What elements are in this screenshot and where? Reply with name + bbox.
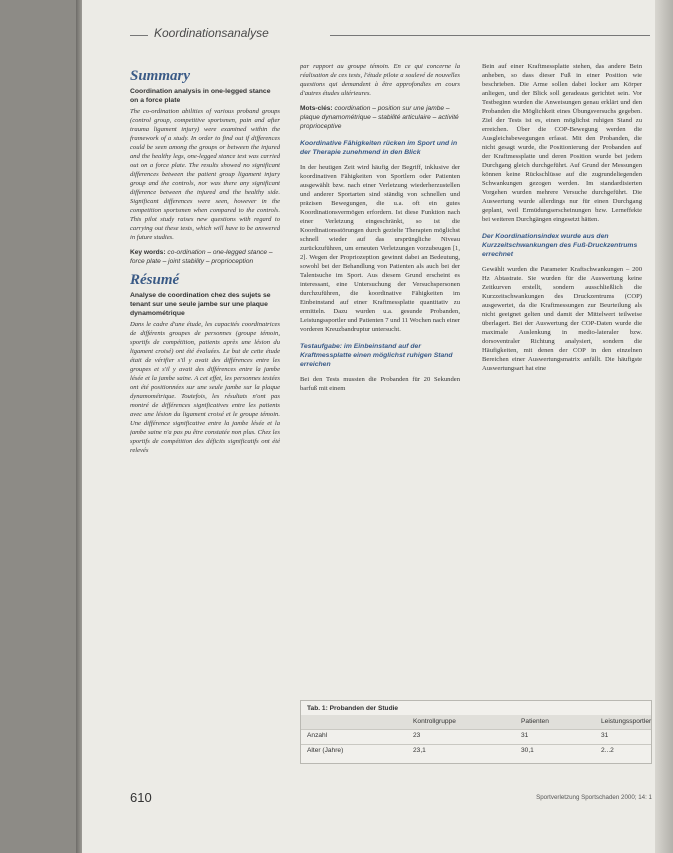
- subheading-2: Testaufgabe: im Einbeinstand auf der Kraftmessplatte einen möglichst ruhigen Stand erreichen: [300, 343, 453, 368]
- running-head-rule: [330, 35, 650, 36]
- table-cell: 23: [413, 732, 421, 739]
- table-header-cell: Leistungssportler: [601, 718, 652, 725]
- column-middle: [300, 62, 460, 399]
- summary-title: Coordination analysis in one-legged stance on a force plate: [130, 88, 271, 104]
- table-cell: 2...2: [601, 747, 614, 754]
- column-left: [130, 62, 280, 461]
- paragraph-4: Gewählt wurden die Parameter Kraftschwankungen – 200 Hz Abtastrate. Sie wurden für die Auswertung keine Zeitkurven erstellt, sondern ausschließlich die Kurzzeitschwankungen des Druckzentrums (COP) ausgewertet, da die Kraftmessungen zur Beurteilung als nicht geeignet gelten und damit der Mittelwert teilweise überlagert. Bei der Auswertung der COP-Daten wurde die maximale Auslenkung in medio-lateraler bzw. dorsoventraler Richtung analysiert, sondern die Häufigkeiten, mit denen der COP in den einzelnen Bereichen einer Auswertungsmatrix anfällt. Die häufigste Auswertungsart hat eine: [482, 266, 642, 372]
- keywords-label: Key words:: [130, 249, 166, 256]
- column-right: [482, 62, 642, 379]
- table-cell: 23,1: [413, 747, 426, 754]
- subheading-1: Koordinative Fähigkeiten rücken im Sport und in der Therapie zunehmend in den Blick: [300, 140, 458, 156]
- table-header-cell: Patienten: [521, 718, 549, 725]
- mots-cles-label: Mots-clés:: [300, 105, 333, 112]
- subheading-3: Der Koordinationsindex wurde aus den Kurzzeitschwankungen des Fuß-Druckzentrums errechnet: [482, 233, 638, 258]
- table-cell: 31: [601, 732, 609, 739]
- summary-body: The co-ordination abilities of various proband groups (control group, competitive sportsmen, pain and after trauma ligament injury) were examined within the framework of a study. In order to find out if differences could be seen among the groups or between the injured and the healthy legs, one-legged stance test was carried out on a force plate. The results showed no significant differences between the patient group ligament injury group and the controls, nor was there any significant difference between the injured and the healthy side. Significant differences were seen, however in the competition sportsmen when compared to the controls. This pilot study raises new questions with regard to carrying out these tests, which will have to be answered in future studies.: [130, 108, 280, 241]
- keywords-text: co-ordination – one-legged stance – force plate – joint stability – proprioception: [130, 249, 273, 265]
- table-cell: Alter (Jahre): [307, 747, 344, 754]
- running-head-title: Koordinationsanalyse: [154, 26, 269, 40]
- resume-heading: Résumé: [130, 272, 180, 288]
- journal-page: [82, 0, 673, 853]
- table-rule: [301, 729, 651, 730]
- paragraph-3: Bein auf einer Kraftmessplatte stehen, das andere Bein anheben, so dass dieser Fuß in einer Position wie beschrieben. Die Arme sollen dabei locker am Körper anliegen, und der Blick soll geradeaus gerichtet sein. Vor Testbeginn wurden die Anweisungen genau erklärt und den Probanden die Möglichkeit eines Übungsversuchs gegeben. Ziel der Tests ist es, einen möglichst ruhigen Stand zu erreichen. Über die COP-Bewegung werden die Ausgleichsbewegungen erfasst. Mit den Probanden, die nicht gesagt wurde, die Positionierung der Probanden auf der Kraftmessplatte und deren Position wurde bei jedem Durchgang gleich durchgeführt. Auf Grund der Messungen können keine Rückschlüsse auf die zugrundeliegenden Schwankungen gezogen werden. Im standardisierten Vorgehen wurden mehrere Versuche durchgeführt. Die Auswertung wurde allerdings nur für einen Durchgang geplant, weil Ermüdungserscheinungen bzw. Lerneffekte bei weiteren Durchgängen eingesetzt hätten.: [482, 63, 642, 223]
- resume-title: Analyse de coordination chez des sujets se tenant sur une seule jambe sur une plaque dynamométrique: [130, 292, 271, 317]
- resume-continued: par rapport au groupe témoin. En ce qui concerne la réalisation de ces tests, l'étude pilote a soulevé de nouvelles questions qui demandent à être approfondies en cours d'autres études ultérieures.: [300, 63, 460, 97]
- paragraph-2: Bei den Tests mussten die Probanden für 20 Sekunden barfuß mit einem: [300, 376, 460, 392]
- table-probanden: [300, 700, 652, 764]
- footer-citation: Sportverletzung Sportschaden 2000; 14: 1: [536, 794, 652, 801]
- paragraph-1: In der heutigen Zeit wird häufig der Begriff, inklusive der koordinativen Fähigkeiten von Sportlern oder Patienten ausgewählt bzw. nach einer Verletzung wiederherzustellen und anderer Sportarten sind ständig von schnellen und präzisen Bewegungen, die u.a. oft ein gutes Koordinationsvermögen erfordern. Ist diese Funktion nach einer Verletzung eingeschränkt, so ist die Koordinationsstörungen durch gezielte Therapien möglichst schnell wieder auf das ursprüngliche Niveau zurückzuführen, um erneuten Verletzungen vorzubeugen [1, 2]. Wegen der Propriozeption gewinnt dabei an Bedeutung, sowohl bei der Behandlung von Patienten als auch bei der Talentsuche im Sport. Aus diesem Grund erscheint es interessant, eine Untersuchung der Versuchspersonen durchzuführen, die koordinative Fähigkeiten im Einbeinstand auf einer Kraftmessplatte quantitativ zu ermitteln. Dazu wurden u.a. gesunde Probanden, Leistungssportler und Patienten 7 und 11 Wochen nach einer vorderen Kreuzbandruptur untersucht.: [300, 164, 460, 333]
- running-head-rule: [130, 35, 148, 36]
- table-header-row: [301, 715, 651, 729]
- running-head: [130, 26, 650, 42]
- page-edge: [655, 0, 673, 853]
- summary-heading: Summary: [130, 68, 191, 84]
- mots-cles-text: coordination – position sur une jambe – plaque dynamométrique – stabilité articulaire – activité proprioceptive: [300, 105, 459, 130]
- table-cell: 30,1: [521, 747, 534, 754]
- table-cell: Anzahl: [307, 732, 328, 739]
- table-rule: [301, 744, 651, 745]
- page-number: 610: [130, 790, 152, 805]
- table-header-cell: Kontrollgruppe: [413, 718, 456, 725]
- table-caption: Tab. 1: Probanden der Studie: [307, 705, 399, 712]
- resume-keywords: [300, 104, 460, 131]
- summary-keywords: [130, 248, 280, 266]
- resume-body: Dans le cadre d'une étude, les capacités coordinatrices de différents groupes de personnes (groupe témoin, sportifs de compétition, patients après une lésion du ligament croisé) ont été évaluées. Le but de cette étude était de vérifier s'il y avait des différences entre les groupes et s'il y avait des différences entre la jambe lésée et la jambe saine. A cet effet, les personnes testées ont été positionnées sur une seule jambe sur la plaque dynamométrique. Toutefois, les résultats n'ont pas montré de différences significatives entre les patients avec une lésion du ligament croisé et le groupe témoin. Une différence significative entre la jambe lésée et la jambe saine n'a pas pu être constatée non plus. Chez les sportifs de compétition des déficits significatifs ont été relevés: [130, 321, 280, 454]
- table-cell: 31: [521, 732, 529, 739]
